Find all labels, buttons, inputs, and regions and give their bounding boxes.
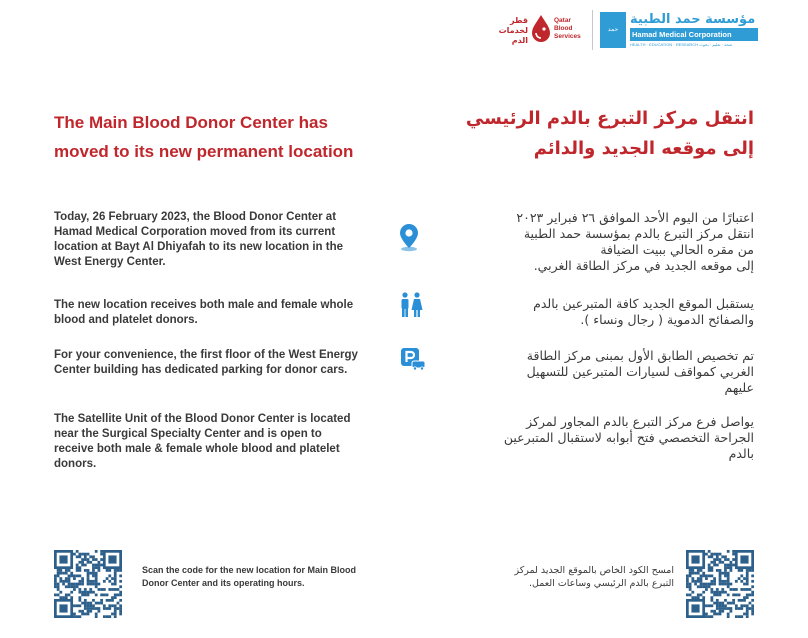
- title-english-line: moved to its new permanent location: [54, 142, 354, 161]
- page-title-english: [54, 108, 384, 166]
- arabic-line: إلى موقعه الجديد في مركز الطاقة الغربي.: [533, 258, 754, 273]
- hmc-tagline: HEALTH · EDUCATION · RESEARCH صحة · تعليم · بحوث: [630, 42, 733, 47]
- arabic-line: التبرع بالدم الرئيسي وساعات العمل.: [528, 578, 674, 589]
- section-parking-arabic: [484, 348, 754, 396]
- arabic-line: الجراحة التخصصي فتح أبوابه لاستقبال المتبرعين: [503, 430, 754, 445]
- arabic-line: عليهم: [724, 380, 754, 395]
- section-satellite-unit-arabic: [484, 414, 754, 462]
- location-pin-icon: [396, 222, 422, 252]
- title-arabic-line: انتقل مركز التبرع بالدم الرئيسي: [465, 108, 754, 129]
- hamad-medical-corporation-logo: [600, 12, 760, 52]
- scan-instructions-english: Scan the code for the new location for Main Blood Donor Center and its operating hours.: [142, 565, 357, 588]
- section-parking-english: For your convenience, the first floor of the West Energy Center building has dedicated parking for donor cars.: [54, 349, 358, 376]
- scan-instructions-arabic: [460, 564, 674, 590]
- male-female-icon: [398, 291, 424, 321]
- arabic-line: من مقره الحالي ببيت الضيافة: [600, 242, 754, 257]
- qr-code-location-arabic[interactable]: [686, 550, 754, 618]
- arabic-line: يواصل فرع مركز التبرع بالدم المجاور لمركز: [526, 414, 754, 429]
- arabic-line: والصفائح الدموية ( رجال ونساء ).: [580, 312, 754, 327]
- section-satellite-unit-english: The Satellite Unit of the Blood Donor Center is located near the Surgical Specialty Center and is open to receive both male & female whole blood and platelet donors.: [54, 413, 351, 470]
- parking-car-icon: [400, 346, 426, 376]
- title-arabic-line: إلى موقعه الجديد والدائم: [533, 138, 754, 159]
- qbs-english-line: Services: [554, 33, 581, 40]
- blood-drop-icon: [530, 14, 552, 44]
- qbs-arabic-line: لخدمات: [498, 26, 528, 35]
- arabic-line: الغربي كمواقف لسيارات المتبرعين للتسهيل: [526, 364, 754, 379]
- qr-code-location-english[interactable]: [54, 550, 122, 618]
- qbs-english-line: Blood: [554, 25, 573, 32]
- arabic-line: اعتبارًا من اليوم الأحد الموافق ٢٦ فبراير ٢٠٢٣: [516, 210, 754, 225]
- qbs-english-line: Qatar: [554, 17, 571, 24]
- page-title-arabic: [440, 104, 754, 164]
- hmc-english-name: Hamad Medical Corporation: [630, 28, 758, 41]
- logo-divider: [592, 10, 593, 50]
- section-donors-english: The new location receives both male and female whole blood and platelet donors.: [54, 299, 354, 326]
- arabic-line: تم تخصيص الطابق الأول بمبنى مركز الطاقة: [526, 348, 754, 363]
- qbs-arabic-line: قطر: [509, 16, 528, 25]
- arabic-line: بالدم: [728, 446, 754, 461]
- arabic-line: امسح الكود الخاص بالموقع الجديد لمركز: [514, 565, 674, 576]
- qbs-english-name: [554, 17, 588, 41]
- qbs-arabic-name: [500, 16, 528, 46]
- section-donors-arabic: [484, 296, 754, 328]
- hmc-arabic-name: مؤسسة حمد الطبية: [630, 12, 756, 27]
- section-relocation-arabic: [484, 210, 754, 274]
- qatar-blood-services-logo: [500, 12, 586, 54]
- arabic-line: يستقبل الموقع الجديد كافة المتبرعين بالدم: [533, 296, 754, 311]
- title-english-line: The Main Blood Donor Center has: [54, 113, 328, 132]
- qr-code-pattern: [54, 550, 122, 618]
- qr-code-pattern: [686, 550, 754, 618]
- hmc-mark-text: حمد: [607, 27, 619, 33]
- section-relocation-english: Today, 26 February 2023, the Blood Donor Center at Hamad Medical Corporation moved from its current location at Bayt Al Dhiyafah to its new location in the West Energy Center.: [54, 211, 344, 268]
- hmc-mark-icon: [600, 12, 626, 48]
- arabic-line: انتقل مركز التبرع بالدم بمؤسسة حمد الطبية: [523, 226, 754, 241]
- qbs-arabic-line: الدم: [511, 36, 528, 45]
